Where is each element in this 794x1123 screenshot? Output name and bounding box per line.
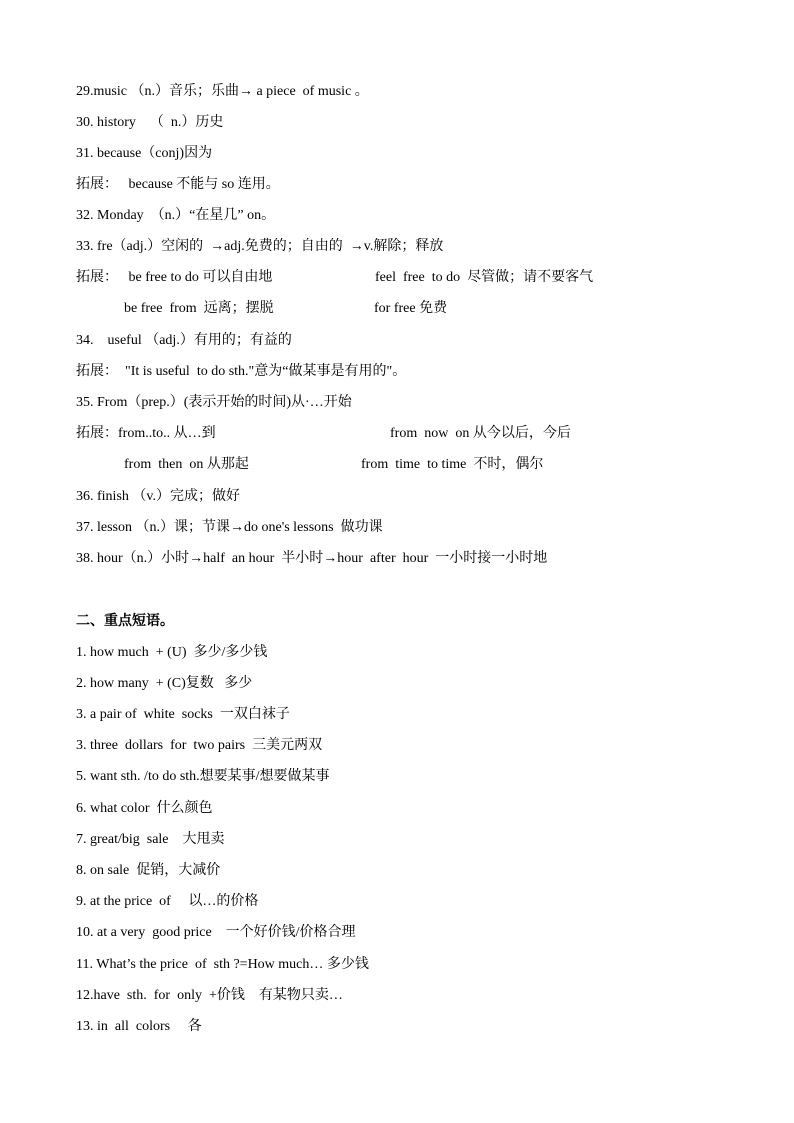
vocab-line-30: 30. history （ n.）历史: [76, 115, 224, 130]
vocab-line-31: 31. because（conj)因为: [76, 146, 213, 161]
vocab-line-31-extension: 拓展： because 不能与 so 连用。: [76, 177, 280, 192]
phrase-item: 3. a pair of white socks 一双白袜子: [76, 707, 290, 722]
section-heading-key-phrases: 二、重点短语。: [76, 614, 174, 629]
extension-phrase: from time to time 不时，偶尔: [361, 457, 544, 472]
extension-phrase: from now on 从今以后，今后: [390, 426, 571, 441]
vocab-line-33: 33. fre（adj.）空闲的 →adj.免费的；自由的 →v.解除；释放: [76, 239, 444, 254]
phrase-item: 12.have sth. for only +价钱 有某物只卖…: [76, 988, 343, 1003]
phrase-item: 3. three dollars for two pairs 三美元两双: [76, 738, 323, 753]
phrase-item: 13. in all colors 各: [76, 1019, 202, 1034]
phrase-item: 1. how much + (U) 多少/多少钱: [76, 645, 268, 660]
phrase-item: 2. how many + (C)复数 多少: [76, 676, 253, 691]
vocab-line-29: 29.music （n.）音乐；乐曲→ a piece of music 。: [76, 84, 369, 99]
phrase-item: 10. at a very good price 一个好价钱/价格合理: [76, 925, 356, 940]
extension-phrase: from then on 从那起: [124, 457, 249, 472]
vocab-line-36: 36. finish （v.）完成；做好: [76, 489, 240, 504]
extension-phrase: 拓展：from..to.. 从…到: [76, 426, 216, 441]
phrase-item: 7. great/big sale 大甩卖: [76, 832, 225, 847]
extension-phrase: for free 免费: [374, 301, 448, 316]
phrase-item: 5. want sth. /to do sth.想要某事/想要做某事: [76, 769, 330, 784]
phrase-item: 9. at the price of 以…的价格: [76, 894, 259, 909]
vocab-line-38: 38. hour（n.）小时→half an hour 半小时→hour after hour 一小时接一小时地: [76, 551, 548, 566]
phrase-item: 6. what color 什么颜色: [76, 801, 213, 816]
vocab-line-34-extension: 拓展： "It is useful to do sth."意为“做某事是有用的"。: [76, 364, 407, 379]
vocab-line-35: 35. From（prep.）(表示开始的时间)从·…开始: [76, 395, 352, 410]
extension-phrase: be free from 远离；摆脱: [124, 301, 274, 316]
vocab-line-32: 32. Monday （n.）“在星几” on。: [76, 208, 276, 223]
vocab-line-37: 37. lesson （n.）课；节课→do one's lessons 做功课: [76, 520, 383, 535]
phrase-item: 8. on sale 促销，大减价: [76, 863, 221, 878]
extension-phrase: feel free to do 尽管做；请不要客气: [375, 270, 594, 285]
phrase-item: 11. What’s the price of sth ?=How much… 多少钱: [76, 957, 369, 972]
extension-phrase: 拓展： be free to do 可以自由地: [76, 270, 273, 285]
vocab-line-34: 34. useful （adj.）有用的；有益的: [76, 333, 292, 348]
